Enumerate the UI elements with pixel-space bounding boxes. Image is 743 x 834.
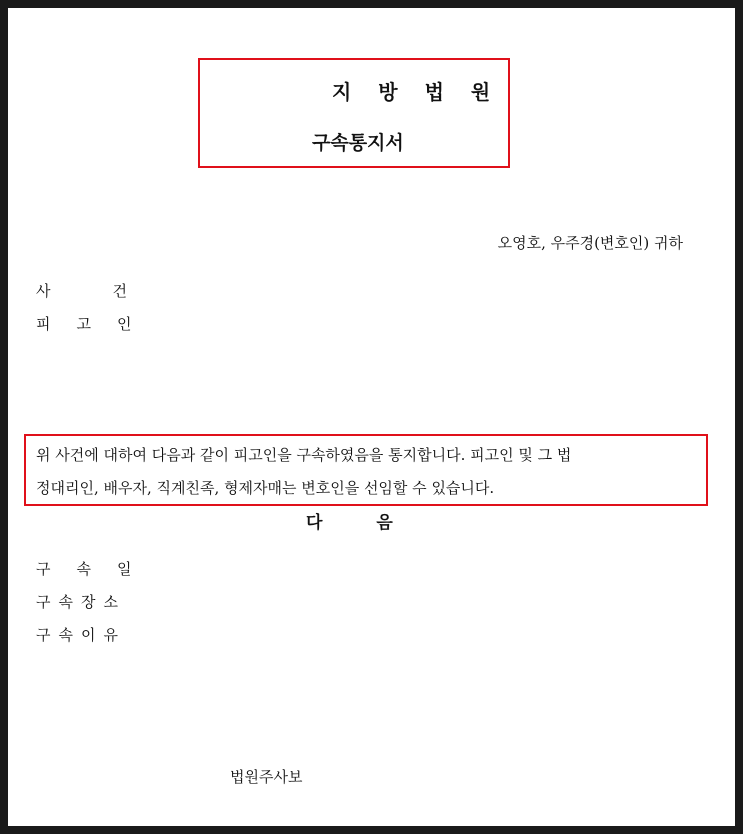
notice-text-line-2: 정대리인, 배우자, 직계친족, 형제자매는 변호인을 선임할 수 있습니다.: [36, 479, 495, 497]
section-heading: 다음: [306, 513, 447, 533]
court-name: 지 방 법 원: [332, 80, 501, 104]
document-title: 구속통지서: [312, 132, 404, 154]
detention-place-label: 구속장소: [36, 593, 126, 611]
document-page: [8, 8, 735, 826]
clerk-signature: 법원주사보: [230, 768, 303, 786]
detention-date-label: 구속일: [36, 560, 158, 578]
recipient: 오영호, 우주경(변호인) 귀하: [497, 234, 683, 252]
detention-reason-label: 구속이유: [36, 626, 126, 644]
defendant-label: 피고인: [36, 315, 158, 333]
case-label: 사건: [36, 282, 189, 300]
notice-text-line-1: 위 사건에 대하여 다음과 같이 피고인을 구속하였음을 통지합니다. 피고인 및 그 법: [36, 446, 572, 464]
